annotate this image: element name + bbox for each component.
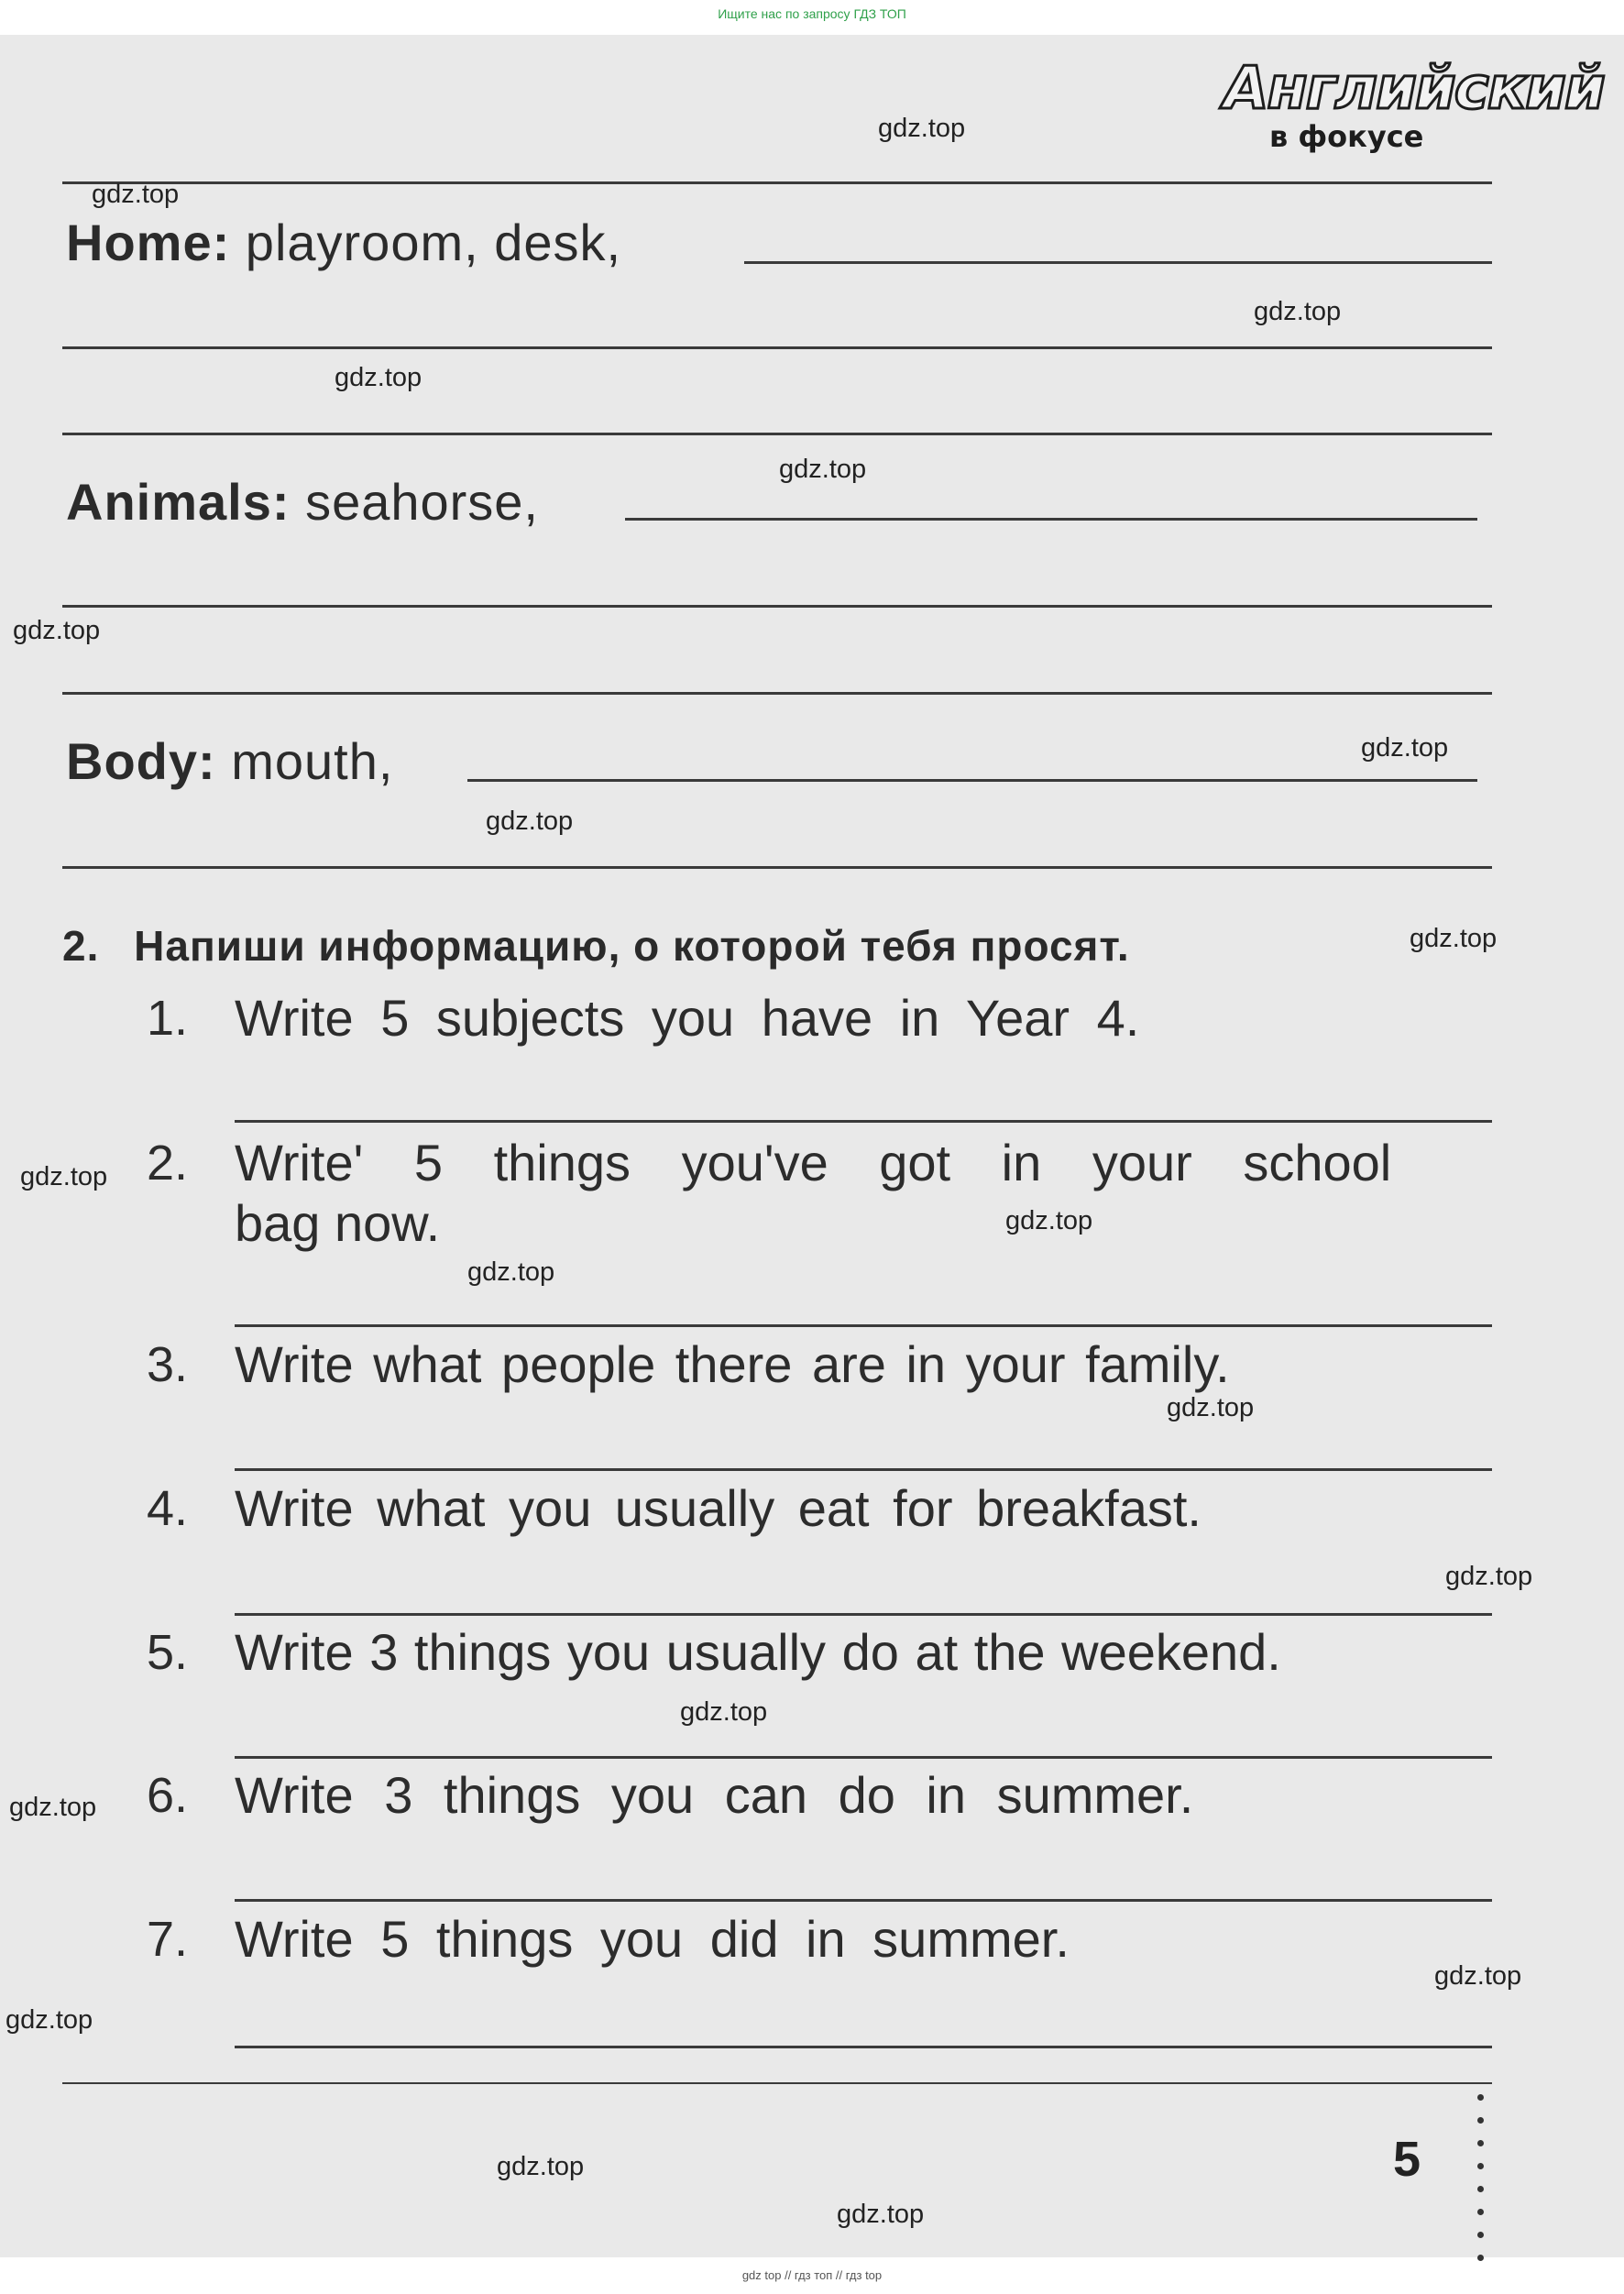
task-number: 6. (147, 1768, 189, 1823)
task-number: 3. (147, 1337, 189, 1392)
watermark: gdz.top (9, 1793, 97, 1822)
watermark: gdz.top (20, 1162, 108, 1191)
bottom-banner: gdz top // гдз топ // гдз top (741, 2268, 883, 2282)
exercise-heading (62, 921, 1130, 971)
logo-subtitle: в фокусе (1269, 119, 1424, 154)
category-body (66, 731, 393, 791)
watermark: gdz.top (1254, 297, 1342, 326)
category-words: mouth, (231, 732, 394, 790)
answer-line (62, 181, 1492, 184)
watermark: gdz.top (92, 180, 180, 209)
logo-title: Английский (1223, 55, 1604, 123)
answer-line[interactable] (235, 2046, 1492, 2048)
page-divider (62, 2082, 1492, 2084)
answer-line[interactable] (62, 692, 1492, 695)
category-home (66, 213, 621, 272)
page-number: 5 (1393, 2132, 1421, 2187)
category-label: Home: (66, 214, 231, 271)
watermark: gdz.top (467, 1257, 555, 1287)
answer-line[interactable] (235, 1324, 1492, 1327)
answer-line[interactable] (744, 261, 1492, 264)
watermark: gdz.top (486, 807, 574, 836)
task-number: 4. (147, 1481, 189, 1536)
category-words: playroom, desk, (245, 214, 622, 271)
answer-line[interactable] (62, 346, 1492, 349)
task-number: 2. (147, 1136, 189, 1191)
watermark: gdz.top (878, 114, 966, 143)
watermark: gdz.top (5, 2005, 93, 2035)
task-text: Write what you usually eat for breakfast. (235, 1479, 1202, 1537)
task-text: Write 3 things you can do in summer. (235, 1766, 1194, 1824)
category-animals (66, 472, 539, 532)
answer-line[interactable] (235, 1756, 1492, 1759)
task-text: Write what people there are in your family. (235, 1335, 1230, 1393)
watermark: gdz.top (497, 2152, 585, 2181)
answer-line[interactable] (235, 1899, 1492, 1902)
task-text: Write 5 subjects you have in Year 4. (235, 989, 1140, 1047)
task-number: 7. (147, 1912, 189, 1967)
task-text-continued: bag now. (235, 1194, 441, 1252)
binding-dots (1477, 2094, 1487, 2278)
category-label: Animals: (66, 473, 291, 531)
watermark: gdz.top (13, 616, 101, 645)
answer-line[interactable] (62, 866, 1492, 869)
watermark: gdz.top (335, 363, 422, 392)
task-text: Write' 5 things you've got in your school (235, 1134, 1392, 1191)
answer-line[interactable] (235, 1613, 1492, 1616)
watermark: gdz.top (1005, 1206, 1093, 1235)
watermark: gdz.top (1410, 924, 1498, 953)
answer-line[interactable] (235, 1468, 1492, 1471)
watermark: gdz.top (779, 455, 867, 484)
watermark: gdz.top (1167, 1393, 1255, 1422)
watermark: gdz.top (680, 1697, 768, 1727)
watermark: gdz.top (1361, 733, 1449, 763)
category-label: Body: (66, 732, 216, 790)
answer-line[interactable] (467, 779, 1477, 782)
watermark: gdz.top (837, 2200, 925, 2229)
answer-line[interactable] (62, 433, 1492, 435)
task-number: 5. (147, 1625, 189, 1680)
watermark: gdz.top (1434, 1961, 1522, 1991)
answer-line[interactable] (235, 1120, 1492, 1123)
watermark: gdz.top (1445, 1562, 1533, 1591)
task-text: Write 5 things you did in summer. (235, 1910, 1070, 1968)
answer-line[interactable] (625, 518, 1477, 521)
top-banner: Ищите нас по запросу ГДЗ ТОП (718, 6, 906, 21)
task-text: Write 3 things you usually do at the weekend. (235, 1623, 1281, 1681)
exercise-instruction: Напиши информацию, о которой тебя просят. (134, 922, 1130, 970)
category-words: seahorse, (305, 473, 539, 531)
publisher-logo (1214, 55, 1604, 156)
answer-line[interactable] (62, 605, 1492, 608)
exercise-number: 2. (62, 922, 100, 970)
task-number: 1. (147, 991, 189, 1046)
